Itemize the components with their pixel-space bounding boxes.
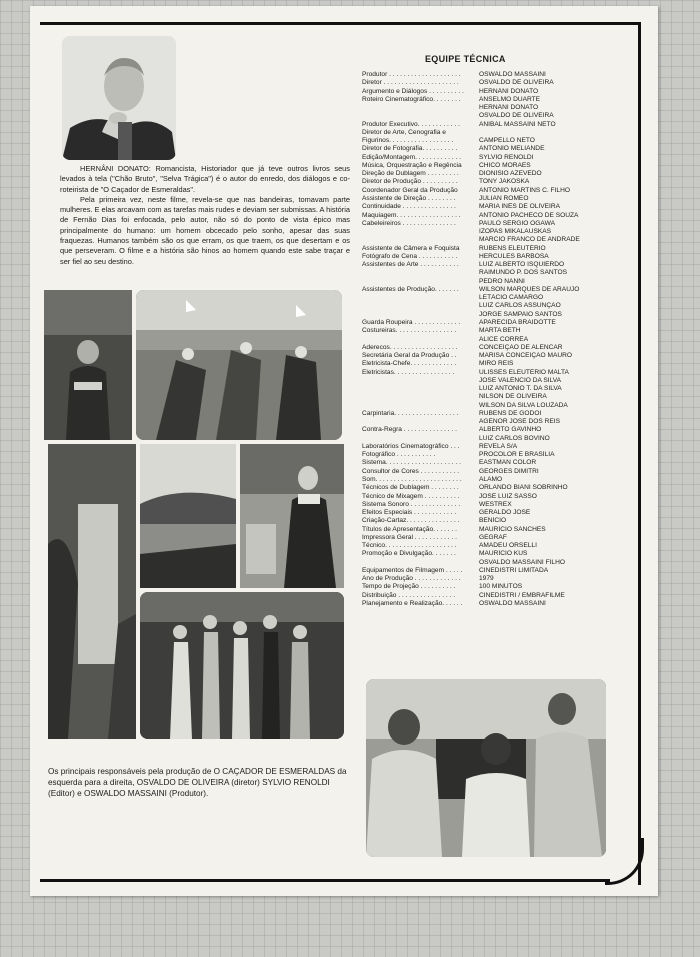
credit-name: JULIAN ROMEO [479, 194, 529, 202]
credit-row [362, 71, 647, 79]
credit-name: CAMPELLO NETO [479, 137, 535, 145]
still-woman [240, 444, 344, 588]
credit-role: Títulos de Apresentação. . . . . . . [362, 525, 457, 533]
credit-row [362, 534, 647, 542]
credit-name: NILSON DE OLIVEIRA [479, 393, 547, 401]
portrait-photo [62, 36, 176, 160]
credit-role: Secretária Geral da Produção . . [362, 352, 457, 360]
credit-role: Aderecos. . . . . . . . . . . . . . . . . . . [362, 343, 458, 351]
credit-row [362, 220, 647, 228]
credit-role: Maquiagem. . . . . . . . . . . . . . . . . . [362, 211, 461, 219]
credit-row [362, 575, 647, 583]
credit-name: ALICE CORRÊA [479, 335, 529, 343]
credit-row [362, 228, 647, 236]
credit-name: MAURÍCIO KUS [479, 550, 528, 558]
photo-caption: Os principais responsáveis pela produção de O CAÇADOR DE ESMERALDAS da esquerda para a direita, OSVALDO DE OLIVEIRA (diretor) SYLVIO RENOLDI (Editor) e OSWALDO MASSAINI (Produtor). [48, 767, 347, 799]
credit-row [362, 212, 647, 220]
credit-role: Figurinos. . . . . . . . . . . . . . . . . . [362, 137, 454, 145]
credit-name: REVELA S/A [479, 442, 518, 450]
credit-row [362, 187, 647, 195]
credit-role: Planejamento e Realização. . . . . . [362, 600, 463, 607]
credit-role: Direção de Dublagem . . . . . . . . . [362, 170, 459, 178]
equipe-title: EQUIPE TÉCNICA [425, 54, 506, 64]
credit-role: Assistentes de Produção. . . . . . . [362, 285, 459, 293]
credit-role: Roteiro Cinematográfico. . . . . . . . [362, 95, 461, 103]
credit-role [362, 418, 479, 426]
credit-row [362, 435, 647, 443]
credit-role [362, 377, 479, 385]
credit-row [362, 145, 647, 153]
credit-name: ALAMO [479, 476, 503, 484]
credit-row [362, 484, 647, 492]
credit-name: CINEDISTRI / EMBRAFILME [479, 591, 565, 599]
credit-role [362, 435, 479, 443]
credit-row [362, 137, 647, 145]
credit-role: Técnicos de Dublagem . . . . . . . . [362, 484, 459, 492]
credit-row [362, 327, 647, 335]
credit-row [362, 129, 647, 137]
credit-role: Guarda Roupeira . . . . . . . . . . . . . [362, 318, 461, 326]
credit-name: JOSÉ VALÊNCIO DA SILVA [479, 376, 562, 384]
credit-role: Distribuição . . . . . . . . . . . . . . . . [362, 591, 456, 599]
credit-role: Diretor de Arte, Cenografia e [362, 128, 446, 136]
credit-row [362, 451, 647, 459]
credit-row [362, 550, 647, 558]
credit-row [362, 468, 647, 476]
credit-name: WESTREX [479, 500, 512, 508]
credit-name: 100 MINUTOS [479, 583, 523, 591]
credit-name: DIONÍSIO AZEVEDO [479, 170, 542, 178]
credit-role: Sistema. . . . . . . . . . . . . . . . . . . . . [362, 459, 461, 467]
credit-role: Diretor de Fotografia. . . . . . . . . . [362, 145, 458, 153]
credit-role [362, 278, 479, 286]
credit-row [362, 402, 647, 410]
credit-row [362, 418, 647, 426]
credit-row [362, 261, 647, 269]
credit-role: Assistente de Direção . . . . . . . . [362, 194, 456, 202]
credit-row [362, 509, 647, 517]
credit-role: Consultor de Cores . . . . . . . . . . . [362, 467, 460, 475]
credit-role: Técnico de Mixagem . . . . . . . . . . [362, 492, 460, 500]
credit-row [362, 344, 647, 352]
credit-name: JORGE SAMPAIO SANTOS [479, 310, 562, 318]
credit-role [362, 294, 479, 302]
credit-row [362, 526, 647, 534]
credit-name: RUBENS ELEUTÉRIO [479, 244, 546, 252]
credit-role [362, 336, 479, 344]
credit-name: LUIZ CARLOS BOVINO [479, 434, 550, 442]
credit-row [362, 195, 647, 203]
credit-name: ANTONIO MELIANDE [479, 145, 545, 153]
credit-name: SYLVIO RENOLDI [479, 153, 534, 161]
credit-role: Impressora Geral . . . . . . . . . . . . [362, 533, 457, 541]
credit-role: Fotográfico . . . . . . . . . . . [362, 451, 436, 459]
credit-role: Argumento e Diálogos . . . . . . . . . . [362, 87, 464, 95]
credit-role: Ano de Produção . . . . . . . . . . . . . [362, 575, 461, 583]
crew-photo [366, 679, 606, 857]
credit-name: HERNÂNI DONATO [479, 87, 539, 95]
credit-role [362, 311, 479, 319]
credit-name: ANIBAL MASSAINI NETO [479, 120, 556, 128]
credit-name: MÁRCIO FRANCO DE ANDRADE [479, 236, 580, 244]
credit-row [362, 104, 647, 112]
credit-name: GEORGES DIMITRI [479, 467, 539, 475]
credit-row [362, 154, 647, 162]
credit-name: MARISA CONCEIÇÃO MAURO [479, 352, 573, 360]
credit-role: Costureiras. . . . . . . . . . . . . . . . . [362, 327, 457, 335]
credit-row [362, 459, 647, 467]
credit-row [362, 203, 647, 211]
credit-row [362, 121, 647, 129]
credit-role: Equipamentos de Filmagem . . . . . [362, 566, 463, 574]
credit-name: 1979 [479, 575, 494, 583]
credit-role [362, 228, 479, 236]
credit-row [362, 286, 647, 294]
credit-name: HERNÂNI DONATO [479, 104, 539, 112]
credit-role: Diretor . . . . . . . . . . . . . . . . . . . . . [362, 79, 459, 87]
credit-row [362, 352, 647, 360]
credit-role: Coordenador Geral da Produção [362, 186, 458, 194]
credit-role: Música, Orquestração e Regência [362, 161, 462, 169]
credit-name: GEGRAF [479, 533, 507, 541]
credit-row [362, 410, 647, 418]
credit-role [362, 236, 479, 244]
credit-row [362, 162, 647, 170]
credit-row [362, 592, 647, 600]
credit-name: AGENOR JOSÉ DOS REIS [479, 418, 560, 426]
credit-role: Produtor Executivo. . . . . . . . . . . . [362, 120, 460, 128]
credit-row [362, 336, 647, 344]
credit-name: MIRO REIS [479, 360, 514, 368]
credit-name: ANSELMO DUARTE [479, 95, 541, 103]
credit-role: Continuidade . . . . . . . . . . . . . . . [362, 203, 456, 211]
credit-row [362, 311, 647, 319]
credit-name: CHICO MORAES [479, 161, 531, 169]
credit-row [362, 170, 647, 178]
credit-name: HERCULES BARBOSA [479, 252, 549, 260]
credit-row [362, 319, 647, 327]
credit-row [362, 369, 647, 377]
credit-role: Criação-Cartaz. . . . . . . . . . . . . . . [362, 517, 460, 525]
credit-role: Tempo de Projeção . . . . . . . . . . [362, 583, 456, 591]
credit-role: Promoção e Divulgação. . . . . . . [362, 550, 456, 558]
credit-row [362, 542, 647, 550]
credit-row [362, 501, 647, 509]
credit-role: Contra-Regra . . . . . . . . . . . . . . . [362, 426, 457, 434]
credit-row [362, 294, 647, 302]
credit-name: EASTMAN COLOR [479, 459, 537, 467]
credit-row [362, 253, 647, 261]
credit-name: IZOPAS MIKALAUSKAS [479, 228, 552, 236]
credit-row [362, 443, 647, 451]
credit-role: Som. . . . . . . . . . . . . . . . . . . . . . . . [362, 476, 462, 484]
bio-text-block [60, 164, 350, 267]
credit-name: PEDRO NANNI [479, 277, 525, 285]
credit-row [362, 393, 647, 401]
credit-row [362, 377, 647, 385]
credit-name: OSWALDO MASSAINI [479, 600, 546, 607]
credit-name: JOSÉ LUIZ SASSO [479, 492, 537, 500]
credit-name: ORLANDO BIANI SOBRINHO [479, 484, 568, 492]
bio-intro: HERNÂNI DONATO: Romancista, Historiador que já teve outros livros seus levados à tela ("Chão Bruto", "Selva Trágica") é o autor do enredo, dos diálogos e co-roteirista de "O Caçador de Esmeraldas". [60, 164, 350, 194]
credit-row [362, 269, 647, 277]
credit-role [362, 385, 479, 393]
credit-role [362, 112, 479, 120]
credit-name: LUIZ CARLOS ASSUNÇÃO [479, 302, 561, 310]
credit-role: Edição/Montagem. . . . . . . . . . . . . [362, 153, 461, 161]
credit-name: ALBERTO GAVINHO [479, 426, 542, 434]
credit-row [362, 476, 647, 484]
credit-name: CONCEIÇÃO DE ALENCAR [479, 343, 563, 351]
credit-name: BENÍCIO [479, 517, 507, 525]
credit-row [362, 360, 647, 368]
credit-role: Sistema Sonoro . . . . . . . . . . . . . . [362, 500, 461, 508]
still-procession [136, 290, 342, 440]
credit-name: OSVALDO DE OLIVEIRA [479, 79, 554, 87]
credit-role [362, 269, 479, 277]
credits-list [362, 71, 647, 608]
credit-name: WILSON DA SILVA LOUZADA [479, 401, 568, 409]
credit-row [362, 567, 647, 575]
credit-name: PAULO SÉRGIO OGAWA [479, 219, 555, 227]
credit-role: Cabeleireiros . . . . . . . . . . . . . . . [362, 219, 456, 227]
credit-role: Assistentes de Arte . . . . . . . . . . . [362, 261, 459, 269]
credit-name: APARECIDA BRAIDOTTE [479, 318, 556, 326]
credit-name: MAURÍCIO SANCHES [479, 525, 546, 533]
credit-role: Fotógrafo de Cena . . . . . . . . . . . [362, 252, 458, 260]
credit-role [362, 302, 479, 310]
credit-row [362, 583, 647, 591]
credit-name: GERALDO JOSÉ [479, 509, 531, 517]
credit-role: Efeitos Especiais . . . . . . . . . . . . [362, 509, 457, 517]
credit-row [362, 88, 647, 96]
credit-role: Técnico. . . . . . . . . . . . . . . . . . . . [362, 542, 457, 550]
credit-role [362, 402, 479, 410]
credit-name: AMADEU ORSELLI [479, 542, 537, 550]
credit-name: OSVALDO DE OLIVEIRA [479, 112, 554, 120]
credit-role: Carpintaria. . . . . . . . . . . . . . . . . . [362, 409, 459, 417]
credit-role: Assistente de Câmera e Foquista [362, 244, 460, 252]
credit-row [362, 559, 647, 567]
credit-row [362, 493, 647, 501]
bio-paragraph: Pela primeira vez, neste filme, revela-se que nas bandeiras, tomavam parte mulheres. E elas arcavam com as tarefas mais rudes e deviam ser submissas. A história de Fernão Dias foi enfocada, pelo autor, não só do ponto de vista épico mas principalmente do humano: um homem obcecado pelo sonho, apesar das suas fraquezas. Humanos também são os que erram, os que traem, os que desertam e os que perseveram. O filme e a história são hinos ao homem quando este sabe traçar e ser fiel ao seu destino. [60, 194, 350, 266]
credit-name: OSWALDO MASSAINI [479, 71, 546, 78]
credit-name: RUBENS DE GODÓI [479, 409, 542, 417]
credit-row [362, 245, 647, 253]
credit-role: Diretor de Produção . . . . . . . . . . [362, 178, 458, 186]
credit-role: Eletricistas. . . . . . . . . . . . . . . . . [362, 368, 455, 376]
credit-name: ANTONIO PACHECO DE SOUZA [479, 211, 579, 219]
credit-name: PROCOLOR E BRASÍLIA [479, 451, 555, 459]
credit-name [479, 129, 647, 137]
credit-name: OSVALDO MASSAINI FILHO [479, 558, 565, 566]
credit-row [362, 385, 647, 393]
credit-name: LUIZ ANTONIO T. DA SILVA [479, 385, 562, 393]
credit-name: LETÁCIO CAMARGO [479, 294, 544, 302]
credit-row [362, 302, 647, 310]
credit-row [362, 278, 647, 286]
credit-row [362, 96, 647, 104]
credit-role: Laboratórios Cinematográfico . . . [362, 442, 460, 450]
credit-role [362, 559, 479, 567]
credit-row [362, 112, 647, 120]
credit-name: RAIMUNDO P. DOS SANTOS [479, 269, 568, 277]
still-landscape [140, 444, 236, 588]
credit-role: Produtor . . . . . . . . . . . . . . . . . . . . [362, 71, 461, 78]
credit-row [362, 426, 647, 434]
still-waterfall [48, 444, 136, 739]
credit-row [362, 600, 647, 608]
credit-name: MARIA INÊS DE OLIVEIRA [479, 203, 560, 211]
still-group [140, 592, 344, 739]
credit-name: MARTA BETH [479, 327, 521, 335]
credit-name: CINEDISTRI LIMITADA [479, 566, 549, 574]
credit-role [362, 104, 479, 112]
credit-name: LUIZ ALBERTO ISQUIERDO [479, 261, 565, 269]
credit-role [362, 393, 479, 401]
credit-name: ANTONIO MARTINS C. FILHO [479, 186, 570, 194]
still-soldier [44, 290, 132, 440]
credit-row [362, 236, 647, 244]
credit-row [362, 178, 647, 186]
credit-name: WILSON MARQUES DE ARAUJO [479, 285, 580, 293]
credit-row [362, 79, 647, 87]
credit-row [362, 517, 647, 525]
credit-name: ULISSES ELEUTÉRIO MALTA [479, 368, 569, 376]
credit-role: Eletricista-Chefe. . . . . . . . . . . . . [362, 360, 457, 368]
page-frame-bottom [40, 879, 610, 882]
credit-name: TONY JAKOSKA [479, 178, 530, 186]
